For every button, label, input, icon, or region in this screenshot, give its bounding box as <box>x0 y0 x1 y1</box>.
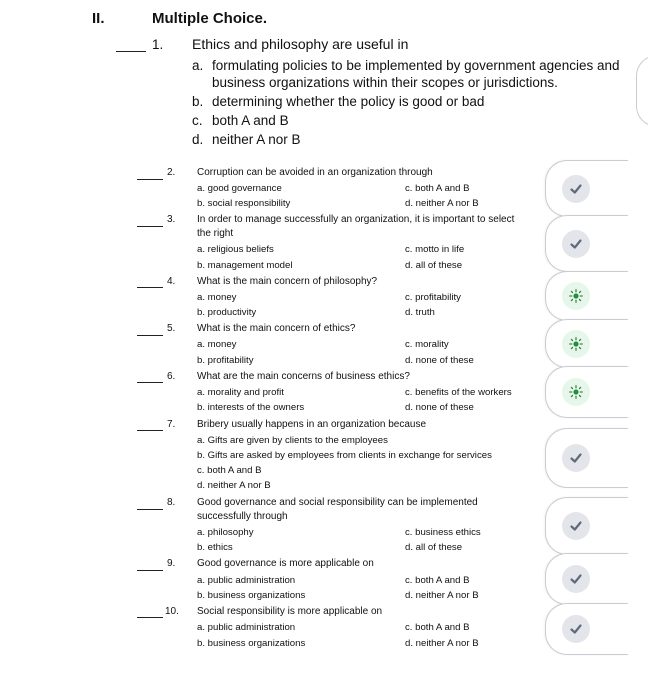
option-d: d. neither A nor B <box>405 198 479 209</box>
question-number: 8. <box>167 497 176 508</box>
answer-tab-q7[interactable] <box>545 428 628 488</box>
question-stem-cont: the right <box>197 228 234 239</box>
option-text: both A and B <box>212 113 289 128</box>
answer-tab-q2[interactable] <box>545 160 628 217</box>
option-c: c. both A and B <box>405 622 470 633</box>
check-icon <box>569 519 583 533</box>
check-icon <box>569 572 583 586</box>
sparkle-icon <box>569 337 583 351</box>
option-d: d. neither A nor B <box>405 638 479 649</box>
check-icon <box>569 451 583 465</box>
sparkle-icon <box>569 289 583 303</box>
answer-blank[interactable] <box>137 430 163 431</box>
answer-tab-q4[interactable] <box>545 271 628 321</box>
question-number: 10. <box>165 606 179 617</box>
option-text: formulating policies to be implemented by government agencies and <box>212 58 620 73</box>
question-stem: Good governance is more applicable on <box>197 558 374 569</box>
option-c: c. motto in life <box>405 244 465 255</box>
check-icon <box>569 622 583 636</box>
answer-blank[interactable] <box>137 509 163 510</box>
question-stem-cont: successfully through <box>197 511 288 522</box>
option-b: b. interests of the owners <box>197 402 305 413</box>
question-number: 5. <box>167 323 176 334</box>
question-stem: In order to manage successfully an organization, it is important to select <box>197 214 515 225</box>
answer-blank[interactable] <box>116 51 146 52</box>
option-b: b. ethics <box>197 542 233 553</box>
option-a: a. religious beliefs <box>197 244 274 255</box>
answer-blank[interactable] <box>137 570 163 571</box>
option-d: d. truth <box>405 307 435 318</box>
answer-tab-q5[interactable] <box>545 319 628 368</box>
option-letter: c. <box>192 113 203 128</box>
option-c: c. both A and B <box>405 575 470 586</box>
question-stem: Corruption can be avoided in an organization through <box>197 167 433 178</box>
section-title: Multiple Choice. <box>152 10 268 27</box>
option-d: d. none of these <box>405 402 474 413</box>
question-number: 7. <box>167 419 176 430</box>
question-number: 1. <box>152 37 164 52</box>
option-letter: b. <box>192 94 204 109</box>
check-icon <box>569 237 583 251</box>
question-number: 6. <box>167 371 176 382</box>
answer-tab-q3[interactable] <box>545 215 628 272</box>
answer-tab-q10[interactable] <box>545 603 628 655</box>
option-a: a. Gifts are given by clients to the employees <box>197 435 388 446</box>
answer-blank[interactable] <box>137 382 163 383</box>
option-c: c. both A and B <box>405 183 470 194</box>
option-b: b. social responsibility <box>197 198 291 209</box>
answer-tab-q9[interactable] <box>545 553 628 605</box>
partial-tab-edge <box>636 55 648 127</box>
option-a: a. philosophy <box>197 527 254 538</box>
question-stem: What is the main concern of ethics? <box>197 323 356 334</box>
option-text: neither A nor B <box>212 132 301 147</box>
answer-tab-q8[interactable] <box>545 497 628 555</box>
answer-blank[interactable] <box>137 226 163 227</box>
question-number: 3. <box>167 214 176 225</box>
option-a: a. money <box>197 292 237 303</box>
answer-blank[interactable] <box>137 617 163 618</box>
answer-blank[interactable] <box>137 287 163 288</box>
option-b: b. productivity <box>197 307 257 318</box>
option-letter: a. <box>192 58 204 73</box>
question-stem: Good governance and social responsibility can be implemented <box>197 497 478 508</box>
option-d: d. none of these <box>405 355 474 366</box>
option-a: a. morality and profit <box>197 387 284 398</box>
check-icon <box>569 182 583 196</box>
option-c: c. business ethics <box>405 527 481 538</box>
option-c: c. morality <box>405 339 449 350</box>
option-b: b. business organizations <box>197 638 306 649</box>
option-b: b. profitability <box>197 355 254 366</box>
sparkle-icon <box>569 385 583 399</box>
option-letter: d. <box>192 132 204 147</box>
question-stem: Ethics and philosophy are useful in <box>192 36 409 52</box>
question-stem: Social responsibility is more applicable on <box>197 606 383 617</box>
option-c: c. profitability <box>405 292 461 303</box>
option-d: d. neither A nor B <box>197 480 271 491</box>
option-a: a. public administration <box>197 575 296 586</box>
option-d: d. all of these <box>405 260 463 271</box>
question-number: 2. <box>167 167 176 178</box>
option-d: d. neither A nor B <box>405 590 479 601</box>
option-a: a. money <box>197 339 237 350</box>
option-c: c. benefits of the workers <box>405 387 512 398</box>
option-c: c. both A and B <box>197 465 262 476</box>
answer-blank[interactable] <box>137 335 163 336</box>
section-number: II. <box>92 10 105 27</box>
option-b: b. Gifts are asked by employees from clients in exchange for services <box>197 450 492 461</box>
option-text: determining whether the policy is good or bad <box>212 94 485 109</box>
question-stem: What are the main concerns of business ethics? <box>197 371 410 382</box>
question-stem: What is the main concern of philosophy? <box>197 276 378 287</box>
option-b: b. management model <box>197 260 293 271</box>
q1-option-a-cont: business organizations within their scopes or jurisdictions. <box>212 75 558 90</box>
question-number: 4. <box>167 276 176 287</box>
answer-blank[interactable] <box>137 179 163 180</box>
option-b: b. business organizations <box>197 590 306 601</box>
option-d: d. all of these <box>405 542 463 553</box>
question-stem: Bribery usually happens in an organization because <box>197 419 427 430</box>
question-number: 9. <box>167 558 176 569</box>
option-a: a. public administration <box>197 622 296 633</box>
answer-tab-q6[interactable] <box>545 366 628 418</box>
option-a: a. good governance <box>197 183 282 194</box>
